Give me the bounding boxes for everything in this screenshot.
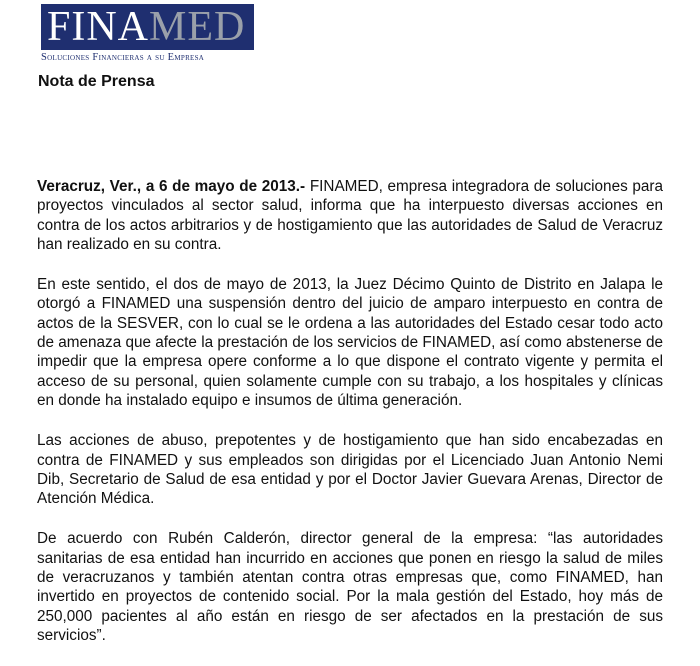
document-type-heading: Nota de Prensa xyxy=(38,73,155,90)
finamed-logo xyxy=(41,4,254,63)
dateline: Veracruz, Ver., a 6 de mayo de 2013.- xyxy=(37,178,306,195)
logo-tagline: Soluciones Financieras a su Empresa xyxy=(41,52,205,63)
paragraph-1 xyxy=(37,177,663,254)
logo-text-fina: FINA xyxy=(47,4,150,50)
press-release-body xyxy=(37,177,663,666)
paragraph-4: De acuerdo con Rubén Calderón, director general de la empresa: “las autoridades sanitarias de esa entidad han incurrido en acciones que ponen en riesgo la salud de miles de veracruzanos y también atentan contra otras empresas que, como FINAMED, han invertido en proyectos de contenido social. Por la mala gestión del Estado, hoy más de 250,000 pacientes al año están en riesgo de ser afectados en la prestación de sus servicios”. xyxy=(37,530,663,644)
paragraph-3: Las acciones de abuso, prepotentes y de hostigamiento que han sido encabezadas en contra de FINAMED y sus empleados son dirigidas por el Licenciado Juan Antonio Nemi Dib, Secretario de Salud de esa entidad y por el Doctor Javier Guevara Arenas, Director de Atención Médica. xyxy=(37,432,663,508)
logo-text-med: MED xyxy=(149,4,246,50)
paragraph-1-text: FINAMED, empresa integradora de soluciones para proyectos vinculados al sector salud, informa que ha interpuesto diversas acciones en contra de los actos arbitrarios y de hostigamiento que las autoridades de Salud de Veracruz han realizado en su contra. xyxy=(37,178,663,253)
logo-wordmark xyxy=(41,4,254,50)
paragraph-2: En este sentido, el dos de mayo de 2013, la Juez Décimo Quinto de Distrito en Jalapa le otorgó a FINAMED una suspensión dentro del juicio de amparo interpuesto en contra de actos de la SESVER, con lo cual se le ordena a las autoridades del Estado cesar todo acto de amenaza que afecte la prestación de los servicios de FINAMED, así como abstenerse de impedir que la empresa opere conforme a lo que dispone el contrato vigente y permita el acceso de su personal, quien solamente cumple con su trabajo, a los hospitales y clínicas en donde ha instalado equipo e insumos de última generación. xyxy=(37,276,663,409)
